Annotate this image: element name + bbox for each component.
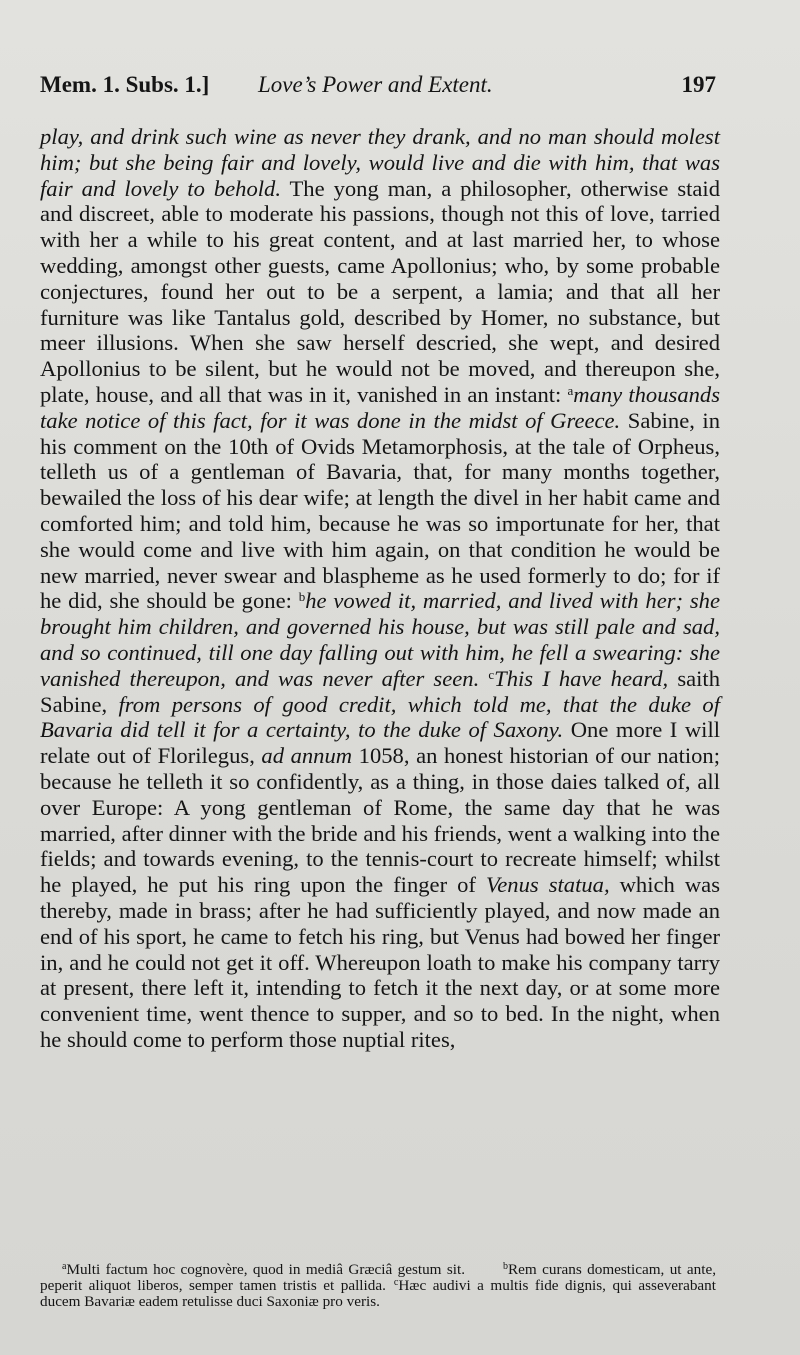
running-title: Love’s Power and Extent. xyxy=(258,72,493,97)
page-number: 197 xyxy=(681,72,716,97)
text-segment: This I have heard, xyxy=(494,665,669,691)
main-text xyxy=(40,124,720,1053)
footnote-ref-c: c xyxy=(488,666,495,682)
footnote-mark-a: a xyxy=(62,1261,67,1272)
text-segment: play, and drink such wine as never they drank, and no man should molest him; but she being fair and lovely, would live and die with him, that was fair and lovely to behold. xyxy=(40,124,720,201)
text-segment: Sabine, in his comment on the 10th of Ovids Metamorphosis, at the tale of Orpheus, telleth us of a gentleman of Bavaria, that, for many months together, bewailed the loss of his dear wife; at length the divel in her habit came and comforted him; and told him, because he was so importunate for her, that she would come and live with him again, on that condition he would be new married, never swear and blaspheme as he used formerly to do; for if he did, she should be gone: xyxy=(40,407,720,614)
text-segment: One more I will relate out of Florilegus, xyxy=(40,717,720,769)
text-segment: he vowed it, married, and lived with her; she brought him children, and governed his house, but was still pale and sad, and so continued, till one day falling out with him, he fell a swearing: she vanished thereupon, and was never after seen. xyxy=(40,588,720,691)
text-segment xyxy=(479,666,488,691)
text-segment: saith Sabine, xyxy=(40,665,720,717)
footnote-block xyxy=(40,1262,716,1311)
text-segment: which was thereby, made in brass; after he had sufficiently played, and now made an end of his sport, he came to fetch his ring, but Venus had bowed her finger in, and he could not get it off. Whereupon loath to make his company tarry at present, there left it, intending to fetch it the next day, or at some more convenient time, went thence to supper, and so to bed. In the night, when he should come to perform those nuptial rites, xyxy=(40,872,720,1052)
text-segment: Venus statua, xyxy=(485,872,610,898)
running-header xyxy=(40,72,716,106)
footnote-b: Rem curans domesticam, ut ante, peperit aliquot liberos, semper tamen tristis et pallida. xyxy=(40,1261,716,1295)
text-segment: The yong man, a philosopher, otherwise staid and discreet, able to moderate his passions, though not this of love, tarried with her a while to his great content, and at last married her, to whose wedding, amongst other guests, came Apollonius; who, by some probable conjectures, found her out to be a serpent, a lamia; and that all her furniture was like Tantalus gold, described by Homer, no substance, but meer illusions. When she saw herself descried, she wept, and desired Apollonius to be silent, but he would not be moved, and thereupon she, plate, house, and all that was in it, vanished in an instant: xyxy=(40,175,720,407)
footnote-mark-b: b xyxy=(503,1261,509,1272)
text-segment: many thousands take notice of this fact, for it was done in the midst of Greece. xyxy=(40,381,720,433)
footnote-ref-a: a xyxy=(567,382,574,398)
text-segment: from persons of good credit, which told me, that the duke of Bavaria did tell it for a certainty, to the duke of Saxony. xyxy=(40,691,720,743)
footnote-c: Hæc audivi a multis fide dignis, qui asseverabant ducem Bavariæ eadem retulisse duci Saxoniæ pro veris. xyxy=(40,1277,716,1311)
text-segment: 1058, an honest historian of our nation; because he telleth it so confidently, as a thing, in those daies talked of, all over Europe: A yong gentleman of Rome, the same day that he was married, after dinner with the bride and his friends, went a walking into the fields; and towards evening, to the tennis-court to recreate himself; whilst he played, he put his ring upon the finger of xyxy=(40,743,720,898)
footnote-ref-b: b xyxy=(298,589,306,605)
section-reference: Mem. 1. Subs. 1.] xyxy=(40,72,210,97)
footnote-mark-c: c xyxy=(393,1277,399,1289)
footnotes xyxy=(40,1262,716,1311)
footnote-a: Multi factum hoc cognovère, quod in mediâ Græciâ gestum sit. xyxy=(66,1261,466,1278)
text-segment: ad annum xyxy=(261,743,353,769)
